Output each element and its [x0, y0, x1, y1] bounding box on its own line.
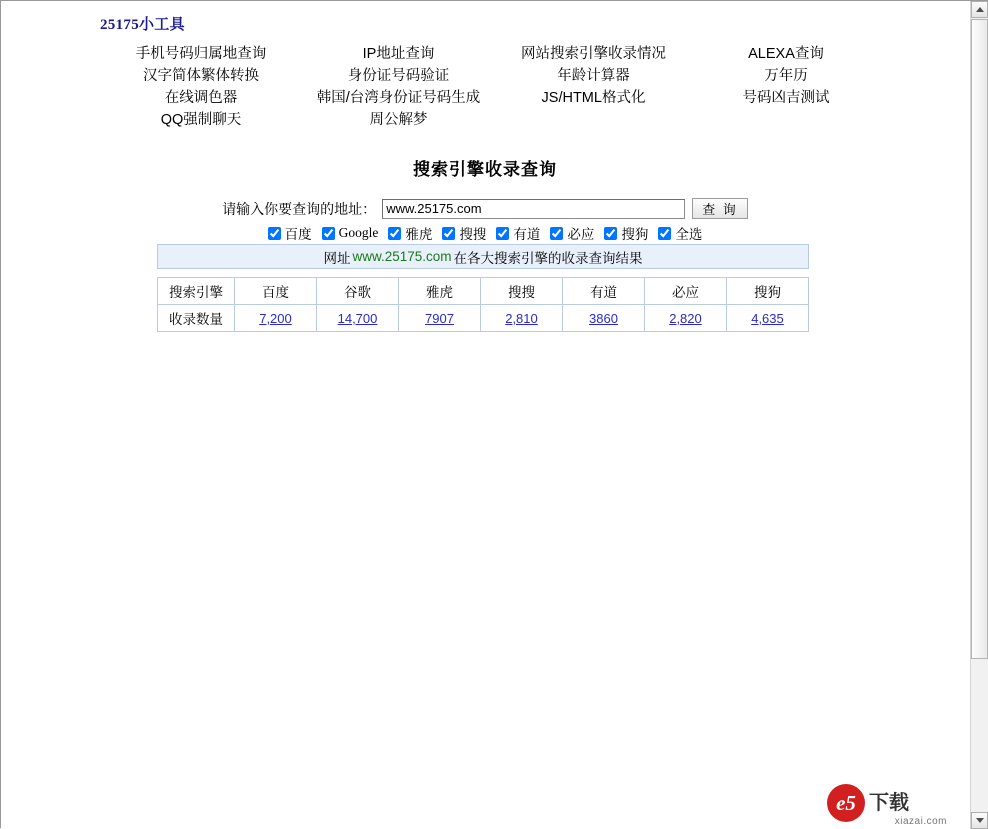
checkbox-select-all[interactable]	[658, 223, 702, 243]
results-table	[157, 277, 809, 332]
vertical-scrollbar[interactable]	[970, 1, 988, 829]
engine-cell: 谷歌	[317, 278, 399, 305]
site-title: 25175小工具	[100, 17, 185, 33]
nav-item[interactable]	[101, 87, 301, 109]
count-cell[interactable]	[235, 305, 317, 332]
checkbox-label: 搜狗	[621, 227, 649, 242]
nav-link[interactable]: 万年历	[764, 68, 808, 84]
nav-column-2	[301, 43, 496, 131]
nav-item[interactable]	[691, 65, 881, 87]
count-link[interactable]: 14,700	[337, 310, 378, 326]
checkbox-label: 百度	[284, 227, 312, 242]
count-link[interactable]: 7907	[425, 310, 454, 326]
nav-column-4	[691, 43, 881, 131]
checkbox-input[interactable]	[322, 227, 335, 240]
checkbox-label: 雅虎	[405, 227, 433, 242]
nav-column-1	[101, 43, 301, 131]
engine-cell: 百度	[235, 278, 317, 305]
tool-nav	[101, 43, 901, 131]
query-button[interactable]: 查 询	[692, 198, 748, 219]
scroll-down-button[interactable]	[971, 812, 988, 829]
count-cell[interactable]	[317, 305, 399, 332]
nav-link[interactable]: 汉字简体繁体转换	[143, 68, 259, 84]
count-cell[interactable]	[399, 305, 481, 332]
nav-link[interactable]: 在线调色器	[164, 90, 238, 106]
engine-cell: 雅虎	[399, 278, 481, 305]
search-input[interactable]	[382, 199, 685, 219]
checkbox-input[interactable]	[388, 227, 401, 240]
count-link[interactable]: 3860	[589, 310, 618, 326]
count-cell[interactable]	[645, 305, 727, 332]
count-link[interactable]: 2,810	[505, 310, 538, 326]
results-banner	[157, 244, 809, 269]
chevron-up-icon	[976, 7, 984, 12]
nav-item[interactable]	[301, 109, 496, 131]
nav-link[interactable]: ALEXA查询	[748, 46, 824, 62]
nav-item[interactable]	[101, 109, 301, 131]
nav-link[interactable]: 网站搜索引擎收录情况	[521, 46, 666, 62]
nav-item[interactable]	[691, 43, 881, 65]
nav-link[interactable]: 周公解梦	[369, 112, 428, 128]
nav-item[interactable]	[691, 87, 881, 109]
checkbox-input[interactable]	[604, 227, 617, 240]
count-link[interactable]: 2,820	[669, 310, 702, 326]
checkbox-input[interactable]	[442, 227, 455, 240]
checkbox-label: 有道	[513, 227, 541, 242]
count-cell[interactable]	[481, 305, 563, 332]
checkbox-label: 必应	[567, 227, 595, 242]
scroll-up-button[interactable]	[971, 1, 988, 18]
checkbox-youdao[interactable]	[496, 223, 540, 243]
nav-link[interactable]: JS/HTML格式化	[541, 90, 646, 106]
count-cell[interactable]	[563, 305, 645, 332]
nav-item[interactable]	[101, 65, 301, 87]
chevron-down-icon	[976, 818, 984, 823]
row-label-engine: 搜索引擎	[158, 278, 235, 305]
scrollbar-thumb[interactable]	[971, 19, 988, 659]
nav-link[interactable]: 年龄计算器	[557, 68, 630, 84]
checkbox-soso[interactable]	[442, 223, 486, 243]
nav-link[interactable]: 手机号码归属地查询	[135, 46, 267, 62]
engine-checkbox-row	[1, 223, 969, 243]
nav-link[interactable]: QQ强制聊天	[160, 112, 242, 128]
row-label-count: 收录数量	[158, 305, 235, 332]
checkbox-label: Google	[338, 225, 379, 240]
nav-link[interactable]: 号码凶吉测试	[742, 90, 830, 106]
query-form	[1, 198, 969, 219]
checkbox-google[interactable]	[322, 225, 379, 241]
nav-link[interactable]: IP地址查询	[362, 46, 435, 62]
nav-column-3	[496, 43, 691, 131]
engine-cell: 必应	[645, 278, 727, 305]
count-cell[interactable]	[727, 305, 809, 332]
count-link[interactable]: 7,200	[259, 310, 292, 326]
nav-item[interactable]	[101, 43, 301, 65]
checkbox-baidu[interactable]	[268, 223, 312, 243]
engine-cell: 搜搜	[481, 278, 563, 305]
results-section	[157, 244, 809, 332]
nav-item[interactable]	[496, 65, 691, 87]
banner-url: www.25175.com	[352, 249, 452, 264]
banner-prefix: 网址	[323, 250, 351, 266]
engine-cell: 有道	[563, 278, 645, 305]
checkbox-label: 搜搜	[459, 227, 487, 242]
nav-link[interactable]: 身份证号码验证	[347, 68, 450, 84]
engine-cell: 搜狗	[727, 278, 809, 305]
checkbox-label: 全选	[675, 227, 703, 242]
watermark-badge: e5	[827, 784, 865, 822]
checkbox-yahoo[interactable]	[388, 223, 432, 243]
nav-item[interactable]	[496, 87, 691, 109]
table-row-engines	[158, 278, 809, 305]
nav-item[interactable]	[301, 43, 496, 65]
nav-item[interactable]	[301, 65, 496, 87]
checkbox-input[interactable]	[658, 227, 671, 240]
checkbox-sogou[interactable]	[604, 223, 648, 243]
table-row-counts	[158, 305, 809, 332]
nav-item[interactable]	[496, 43, 691, 65]
banner-suffix: 在各大搜索引擎的收录查询结果	[453, 250, 643, 266]
count-link[interactable]: 4,635	[751, 310, 784, 326]
checkbox-input[interactable]	[268, 227, 281, 240]
nav-link[interactable]: 韩国/台湾身份证号码生成	[316, 90, 481, 106]
page-title: 搜索引擎收录查询	[413, 160, 557, 179]
url-input-label: 请输入你要查询的地址：	[222, 200, 377, 217]
watermark-text: 下载	[869, 792, 909, 814]
checkbox-bing[interactable]	[550, 223, 594, 243]
checkbox-input[interactable]	[496, 227, 509, 240]
checkbox-input[interactable]	[550, 227, 563, 240]
nav-item[interactable]	[301, 87, 496, 109]
watermark-subtext: xiazai.com	[894, 816, 947, 827]
page-content	[1, 1, 969, 827]
